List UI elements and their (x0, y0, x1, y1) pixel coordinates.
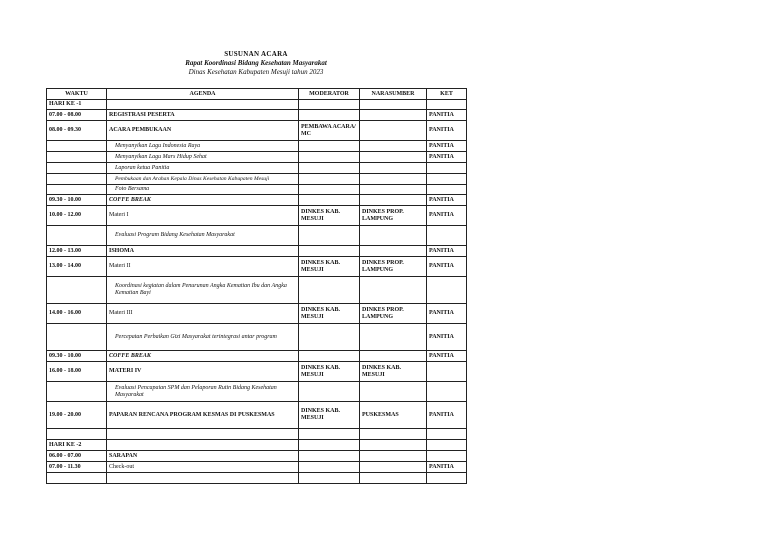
cell-narasumber (360, 195, 427, 206)
cell-narasumber: DINKES PROP. LAMPUNG (360, 206, 427, 226)
table-row (47, 152, 467, 163)
cell-narasumber (360, 440, 427, 451)
cell-agenda: MATERI IV (107, 362, 299, 382)
cell-moderator: DINKES KAB. MESUJI (299, 257, 360, 277)
cell-agenda: ISHOMA (107, 246, 299, 257)
table-row (47, 304, 467, 324)
title-block (0, 50, 512, 77)
cell-narasumber (360, 324, 427, 351)
cell-waktu: 16.00 - 18.00 (47, 362, 107, 382)
cell-narasumber: DINKES KAB. MESUJI (360, 362, 427, 382)
cell-moderator (299, 382, 360, 402)
table-row (47, 174, 467, 185)
table-row (47, 277, 467, 304)
table-row (47, 462, 467, 473)
cell-agenda: Evaluasi Pencapaian SPM dan Pelaporan Rutin Bidang Kesehatan Masyarakat (107, 382, 299, 402)
table-header-row (47, 89, 467, 100)
cell-agenda: Menyanyikan Lagu Mars Hidup Sehat (107, 152, 299, 163)
cell-ket: PANITIA (427, 257, 467, 277)
cell-agenda: COFFE BREAK (107, 195, 299, 206)
table-row (47, 351, 467, 362)
table-row (47, 429, 467, 440)
cell-waktu: 12.00 - 13.00 (47, 246, 107, 257)
cell-agenda: Evaluasi Program Bidang Kesehatan Masyarakat (107, 226, 299, 246)
cell-agenda (107, 440, 299, 451)
cell-agenda: Foto Bersama (107, 185, 299, 195)
cell-moderator (299, 174, 360, 185)
cell-waktu (47, 152, 107, 163)
cell-agenda (107, 100, 299, 110)
cell-agenda: Pembukaan dan Arahan Kepala Dinas Kesehatan Kabupaten Mesuji (107, 174, 299, 185)
cell-moderator (299, 429, 360, 440)
cell-ket (427, 362, 467, 382)
cell-moderator (299, 462, 360, 473)
cell-moderator (299, 163, 360, 174)
cell-narasumber (360, 462, 427, 473)
cell-narasumber (360, 100, 427, 110)
cell-waktu (47, 163, 107, 174)
cell-moderator: DINKES KAB. MESUJI (299, 304, 360, 324)
cell-narasumber (360, 163, 427, 174)
cell-ket: PANITIA (427, 141, 467, 152)
cell-ket (427, 473, 467, 484)
cell-narasumber (360, 174, 427, 185)
cell-waktu: HARI KE -1 (47, 100, 107, 110)
cell-waktu: 09.30 - 10.00 (47, 351, 107, 362)
cell-narasumber (360, 246, 427, 257)
table-row (47, 324, 467, 351)
cell-waktu: 07.00 - 11.30 (47, 462, 107, 473)
cell-moderator: DINKES KAB. MESUJI (299, 402, 360, 429)
cell-waktu: 10.00 - 12.00 (47, 206, 107, 226)
cell-ket (427, 277, 467, 304)
cell-moderator (299, 324, 360, 351)
cell-moderator (299, 110, 360, 121)
cell-ket (427, 429, 467, 440)
cell-agenda: SARAPAN (107, 451, 299, 462)
cell-ket: PANITIA (427, 206, 467, 226)
cell-moderator (299, 152, 360, 163)
cell-waktu (47, 141, 107, 152)
cell-ket: PANITIA (427, 402, 467, 429)
cell-narasumber (360, 141, 427, 152)
cell-moderator (299, 141, 360, 152)
cell-narasumber (360, 185, 427, 195)
cell-ket (427, 226, 467, 246)
cell-waktu: HARI KE -2 (47, 440, 107, 451)
cell-ket: PANITIA (427, 304, 467, 324)
document-org-line: Dinas Kesehatan Kabupaten Mesuji tahun 2023 (188, 68, 324, 76)
cell-agenda: Materi I (107, 206, 299, 226)
cell-agenda: Materi III (107, 304, 299, 324)
cell-moderator (299, 100, 360, 110)
cell-moderator (299, 246, 360, 257)
cell-moderator: PEMBAWA ACARA/ MC (299, 121, 360, 141)
cell-narasumber (360, 351, 427, 362)
cell-agenda: Menyanyikan Lagu Indonesia Raya (107, 141, 299, 152)
cell-waktu: 19.00 - 20.00 (47, 402, 107, 429)
cell-agenda: Check-out (107, 462, 299, 473)
column-header-ket: KET (427, 89, 467, 100)
cell-waktu: 14.00 - 16.00 (47, 304, 107, 324)
document-subtitle: Rapat Koordinasi Bidang Kesehatan Masyarakat (185, 59, 327, 67)
cell-narasumber (360, 121, 427, 141)
column-header-moderator: MODERATOR (299, 89, 360, 100)
cell-agenda: REGISTRASI PESERTA (107, 110, 299, 121)
cell-waktu (47, 185, 107, 195)
table-row (47, 195, 467, 206)
cell-moderator (299, 185, 360, 195)
cell-narasumber: PUSKESMAS (360, 402, 427, 429)
table-row (47, 246, 467, 257)
table-row (47, 185, 467, 195)
cell-agenda (107, 473, 299, 484)
cell-waktu (47, 277, 107, 304)
cell-agenda (107, 429, 299, 440)
cell-moderator (299, 195, 360, 206)
document-title: SUSUNAN ACARA (224, 50, 288, 58)
table-row (47, 451, 467, 462)
cell-agenda: Koordinasi kegiatan dalam Penurunan Angka Kematian Ibu dan Angka Kematian Bayi (107, 277, 299, 304)
cell-ket: PANITIA (427, 246, 467, 257)
table-row (47, 121, 467, 141)
cell-waktu: 09.30 - 10.00 (47, 195, 107, 206)
table-row (47, 257, 467, 277)
table-row (47, 163, 467, 174)
cell-waktu (47, 174, 107, 185)
cell-waktu: 06.00 - 07.00 (47, 451, 107, 462)
cell-ket (427, 185, 467, 195)
cell-moderator (299, 451, 360, 462)
table-row (47, 100, 467, 110)
cell-ket: PANITIA (427, 324, 467, 351)
table-row (47, 440, 467, 451)
cell-waktu: 08.00 - 09.30 (47, 121, 107, 141)
cell-moderator (299, 226, 360, 246)
cell-ket: PANITIA (427, 121, 467, 141)
schedule-table (46, 88, 467, 484)
cell-narasumber (360, 382, 427, 402)
cell-ket (427, 100, 467, 110)
cell-agenda: Laporan ketua Panitia (107, 163, 299, 174)
cell-narasumber (360, 277, 427, 304)
cell-waktu (47, 473, 107, 484)
cell-waktu (47, 324, 107, 351)
cell-narasumber (360, 152, 427, 163)
table-row (47, 206, 467, 226)
table-row (47, 402, 467, 429)
cell-narasumber (360, 429, 427, 440)
cell-agenda: COFFE BREAK (107, 351, 299, 362)
cell-moderator (299, 440, 360, 451)
cell-ket: PANITIA (427, 110, 467, 121)
cell-moderator: DINKES KAB. MESUJI (299, 362, 360, 382)
cell-ket (427, 382, 467, 402)
cell-ket (427, 163, 467, 174)
cell-agenda: ACARA PEMBUKAAN (107, 121, 299, 141)
cell-ket (427, 174, 467, 185)
cell-waktu (47, 429, 107, 440)
cell-ket (427, 440, 467, 451)
cell-ket: PANITIA (427, 152, 467, 163)
cell-agenda: Materi II (107, 257, 299, 277)
cell-moderator: DINKES KAB. MESUJI (299, 206, 360, 226)
cell-narasumber (360, 451, 427, 462)
table-row (47, 226, 467, 246)
cell-agenda: Percepatan Perbaikan Gizi Masyarakat terintegrasi antar program (107, 324, 299, 351)
cell-narasumber (360, 226, 427, 246)
cell-ket: PANITIA (427, 195, 467, 206)
cell-waktu: 13.00 - 14.00 (47, 257, 107, 277)
column-header-agenda: AGENDA (107, 89, 299, 100)
cell-waktu (47, 226, 107, 246)
cell-ket (427, 451, 467, 462)
cell-agenda: PAPARAN RENCANA PROGRAM KESMAS DI PUSKESMAS (107, 402, 299, 429)
column-header-waktu: WAKTU (47, 89, 107, 100)
table-row (47, 141, 467, 152)
table-row (47, 362, 467, 382)
table-row (47, 473, 467, 484)
column-header-narasumber: NARASUMBER (360, 89, 427, 100)
cell-ket: PANITIA (427, 462, 467, 473)
cell-narasumber: DINKES PROP. LAMPUNG (360, 304, 427, 324)
cell-narasumber: DINKES PROP. LAMPUNG (360, 257, 427, 277)
cell-waktu (47, 382, 107, 402)
cell-waktu: 07.00 - 08.00 (47, 110, 107, 121)
cell-ket: PANITIA (427, 351, 467, 362)
cell-moderator (299, 277, 360, 304)
cell-moderator (299, 351, 360, 362)
cell-narasumber (360, 473, 427, 484)
table-row (47, 382, 467, 402)
table-row (47, 110, 467, 121)
cell-narasumber (360, 110, 427, 121)
cell-moderator (299, 473, 360, 484)
